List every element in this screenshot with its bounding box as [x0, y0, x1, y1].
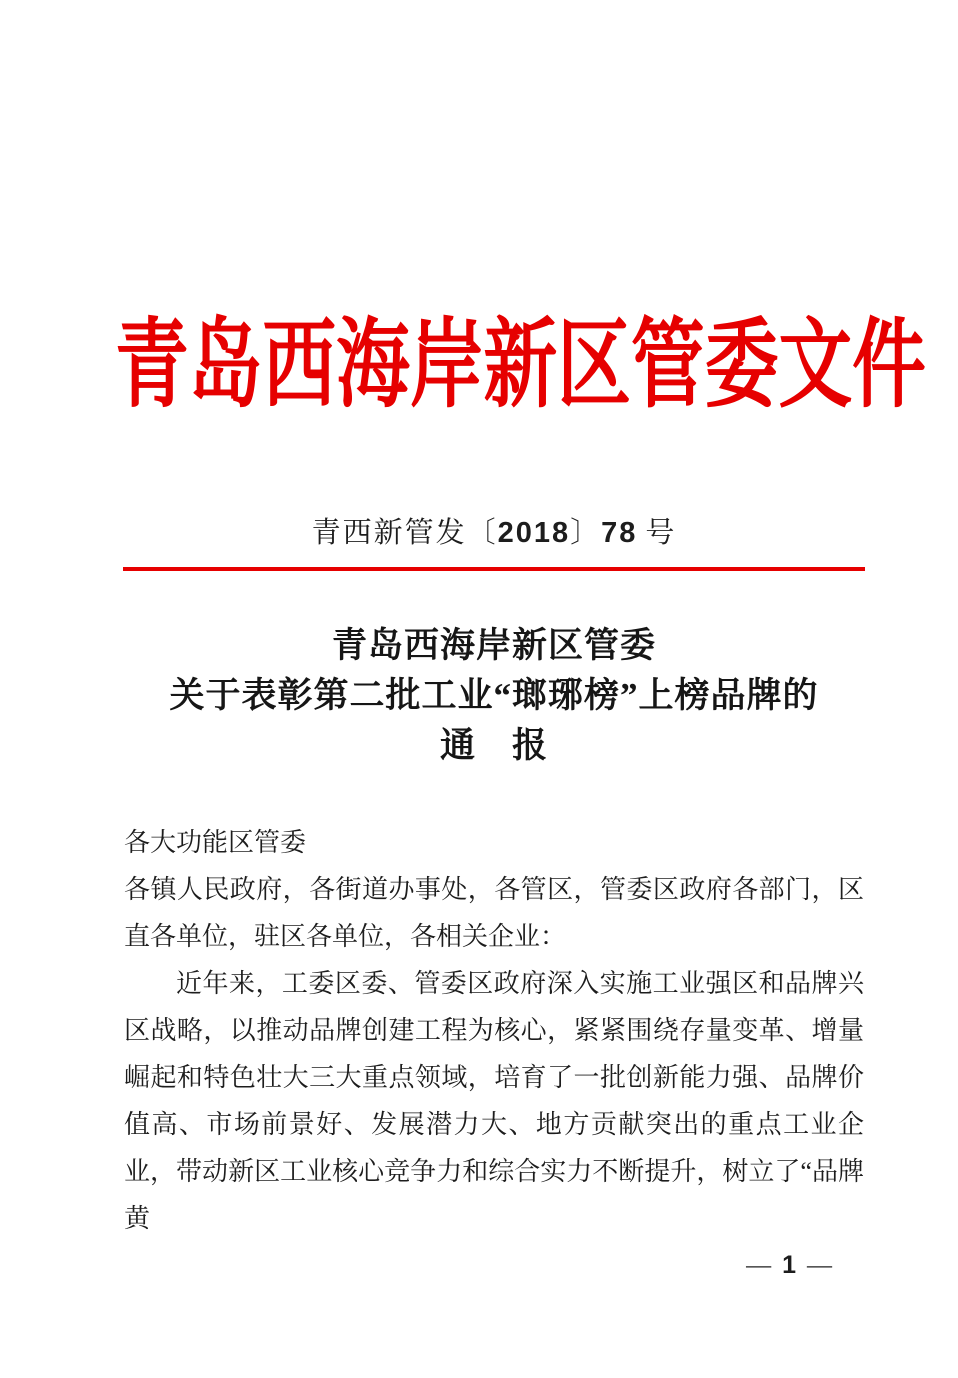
letterhead-title: 青岛西海岸新区管委文件 [114, 312, 926, 419]
doc-number-suffix: 号 [645, 517, 677, 549]
page-number [746, 1250, 832, 1281]
salutation-line-1: 各大功能区管委 [124, 828, 307, 857]
page-number-dash-right: — [807, 1252, 832, 1279]
subject-line-3: 通 报 [439, 726, 548, 765]
page-number-dash-left: — [746, 1252, 772, 1279]
doc-number-prefix: 青西新管发〔 [311, 517, 498, 549]
doc-number-serial: 78 [601, 517, 638, 549]
red-divider-line [123, 567, 865, 571]
subject-line-1: 青岛西海岸新区管委 [331, 626, 656, 665]
doc-number [124, 514, 864, 552]
doc-number-bracket: 〕 [570, 517, 602, 549]
document-body [124, 819, 864, 1242]
body-paragraph-1: 近年来，工委区委、管委区政府深入实施工业强区和品牌兴区战略，以推动品牌创建工程为核心，紧紧围绕存量变革、增量崛起和特色壮大三大重点领域，培育了一批创新能力强、品牌价值高、市场前景好、发展潜力大、地方贡献突出的重点工业企业，带动新区工业核心竞争力和综合实力不断提升，树立了“品牌黄 [124, 969, 864, 1233]
page-number-value: 1 [782, 1251, 796, 1279]
document-subject [124, 621, 864, 771]
doc-number-year: 2018 [497, 517, 571, 549]
subject-line-2: 关于表彰第二批工业“瑯琊榜”上榜品牌的 [169, 676, 819, 715]
salutation-line-2: 各镇人民政府，各街道办事处，各管区，管委区政府各部门，区直各单位，驻区各单位，各相关企业： [124, 875, 864, 951]
